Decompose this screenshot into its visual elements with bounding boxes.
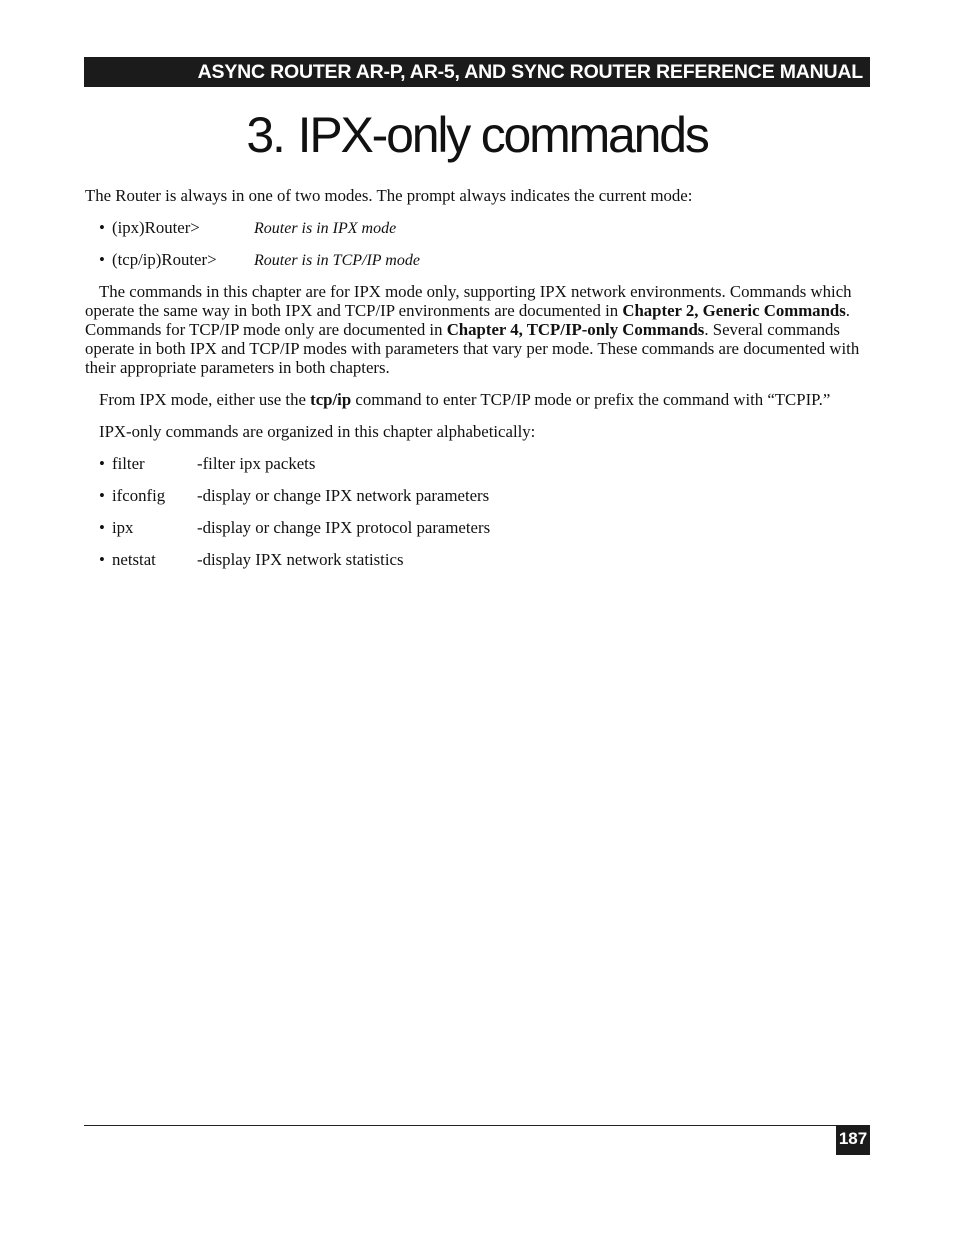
bullet-glyph: • [99,250,105,269]
mode-list [85,218,875,269]
command-name: ipx [112,518,134,537]
chapter-reference: Chapter 4, TCP/IP-only Commands [446,320,705,339]
command-description: -display or change IPX protocol parameters [197,518,491,537]
chapter-title-text: IPX-only commands [297,107,708,163]
chapter-title [0,104,954,166]
footer-rule [84,1125,870,1126]
body-text [85,186,875,582]
command-name: tcp/ip [310,390,352,409]
chapter-number: 3. [246,107,284,163]
command-name: netstat [112,550,156,569]
command-item [99,454,875,473]
organization-paragraph: IPX-only commands are organized in this chapter alphabetically: [99,422,536,441]
bullet-glyph: • [99,518,105,537]
mode-prompt: (tcp/ip)Router> [112,250,217,269]
page-number: 187 [836,1125,870,1155]
bullet-glyph: • [99,454,105,473]
command-item [99,550,875,569]
paragraph-text: The commands in this chapter are for IPX mode only, supporting IPX network environments. Commands which operate the same way in both IPX and TCP/IP environments are documented in [85,282,852,320]
mode-switch-paragraph [85,390,875,409]
bullet-glyph: • [99,486,105,505]
mode-prompt: (ipx)Router> [112,218,200,237]
running-header: ASYNC ROUTER AR-P, AR-5, AND SYNC ROUTER REFERENCE MANUAL [84,57,870,87]
mode-description: Router is in IPX mode [254,220,397,237]
command-description: -display or change IPX network parameters [197,486,490,505]
mode-description: Router is in TCP/IP mode [254,252,420,269]
paragraph-text: From IPX mode, either use the [99,390,311,409]
command-name: ifconfig [112,486,166,505]
commands-scope-paragraph [85,282,875,377]
command-item [99,486,875,505]
intro-paragraph: The Router is always in one of two modes. The prompt always indicates the current mode: [85,186,693,205]
mode-item [99,218,875,237]
command-list [85,454,875,569]
command-name: filter [112,454,145,473]
mode-item [99,250,875,269]
bullet-glyph: • [99,218,105,237]
command-item [99,518,875,537]
paragraph-text: . Several commands operate in both IPX and TCP/IP modes with parameters that vary per mode. These commands are documented with their appropriate parameters in both chapters. [85,320,860,377]
paragraph-text: command to enter TCP/IP mode or prefix the command with “TCPIP.” [351,390,831,409]
bullet-glyph: • [99,550,105,569]
command-description: -filter ipx packets [197,454,316,473]
paragraph-text: . Commands for TCP/IP mode only are documented in [85,301,850,339]
command-description: -display IPX network statistics [197,550,404,569]
chapter-reference: Chapter 2, Generic Commands [622,301,846,320]
